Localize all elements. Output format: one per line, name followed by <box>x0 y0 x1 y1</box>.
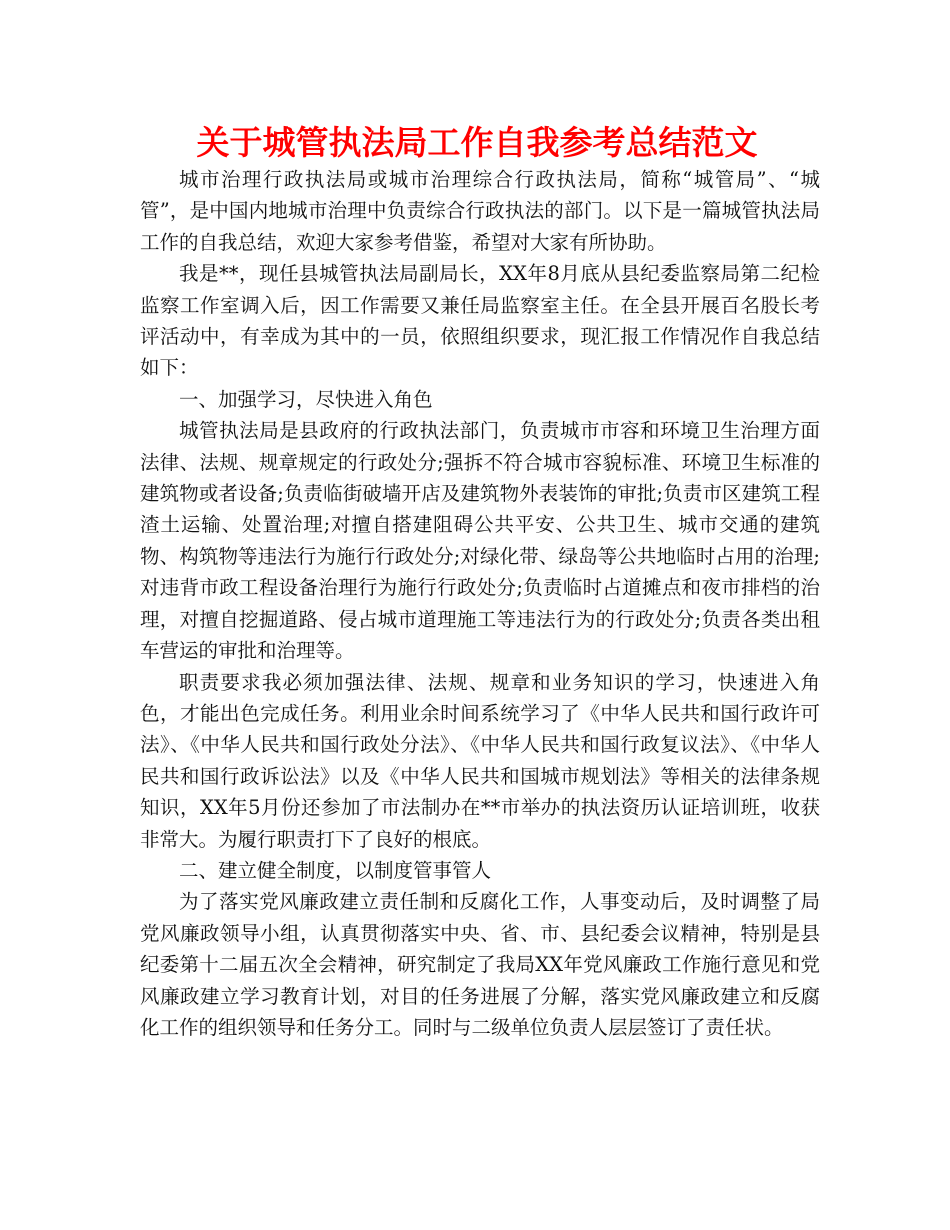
paragraph-study: 职责要求我必须加强法律、法规、规章和业务知识的学习，快速进入角色，才能出色完成任务。利用业余时间系统学习了《中华人民共和国行政许可法》、《中华人民共和国行政处分法》、《中华人民共和国行政复议法》、《中华人民共和国行政诉讼法》以及《中华人民共和国城市规划法》等相关的法律条规知识，XX年5月份还参加了市法制办在**市举办的执法资历认证培训班，收获非常大。为履行职责打下了良好的根底。 <box>140 670 820 851</box>
paragraph-self-introduction: 我是**，现任县城管执法局副局长，XX年8月底从县纪委监察局第二纪检监察工作室调入后，因工作需要又兼任局监察室主任。在全县开展百名股长考评活动中，有幸成为其中的一员，依照组织要求，现汇报工作情况作自我总结如下： <box>140 262 820 380</box>
document-title: 关于城管执法局工作自我参考总结范文 <box>196 123 758 162</box>
paragraph-intro: 城市治理行政执法局或城市治理综合行政执法局，简称“城管局”、“城管”，是中国内地城市治理中负责综合行政执法的部门。以下是一篇城管执法局工作的自我总结，欢迎大家参考借鉴，希望对大家有所协助。 <box>140 168 820 254</box>
section-heading-1: 一、加强学习，尽快进入角色 <box>179 387 433 411</box>
paragraph-system: 为了落实党风廉政建立责任制和反腐化工作，人事变动后，及时调整了局党风廉政领导小组，认真贯彻落实中央、省、市、县纪委会议精神，特别是县纪委第十二届五次全会精神，研究制定了我局XX年党风廉政工作施行意见和党风廉政建立学习教育计划，对目的任务进展了分解，落实党风廉政建立和反腐化工作的组织领导和任务分工。同时与二级单位负责人层层签订了责任状。 <box>140 890 820 1039</box>
paragraph-duties: 城管执法局是县政府的行政执法部门，负责城市市容和环境卫生治理方面法律、法规、规章规定的行政处分;强拆不符合城市容貌标准、环境卫生标准的建筑物或者设备;负责临街破墙开店及建筑物外表装饰的审批;负责市区建筑工程渣土运输、处置治理;对擅自搭建阻碍公共平安、公共卫生、城市交通的建筑物、构筑物等违法行为施行行政处分;对绿化带、绿岛等公共地临时占用的治理;对违背市政工程设备治理行为施行行政处分;负责临时占道摊点和夜市排档的治理，对擅自挖掘道路、侵占城市道理施工等违法行为的行政处分;负责各类出租车营运的审批和治理等。 <box>140 419 820 663</box>
section-heading-2: 二、建立健全制度，以制度管事管人 <box>179 858 492 882</box>
document-body <box>140 164 820 1043</box>
